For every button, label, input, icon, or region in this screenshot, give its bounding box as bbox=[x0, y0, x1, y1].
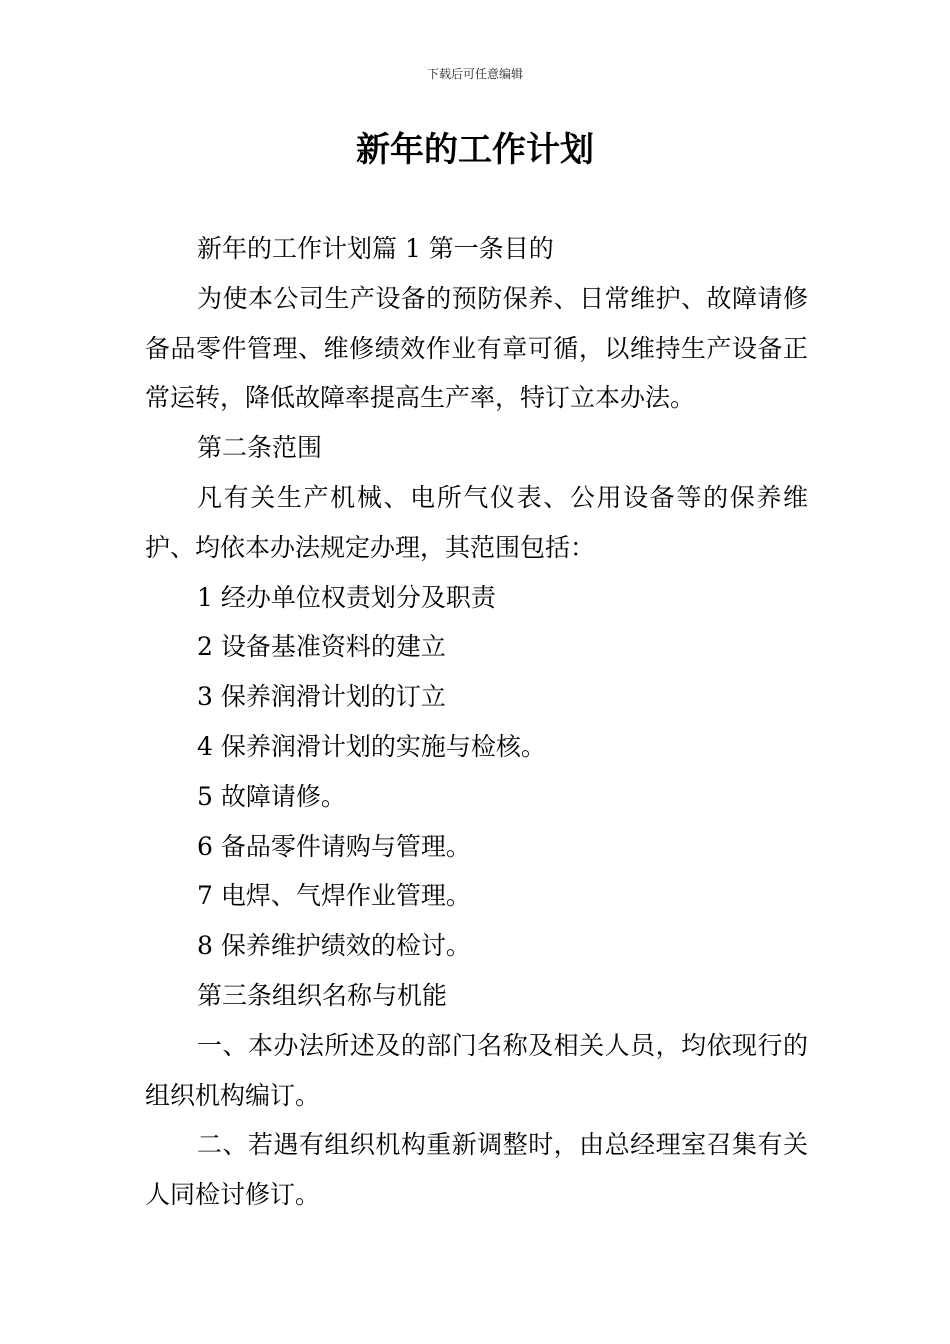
paragraph-scope: 凡有关生产机械、电所气仪表、公用设备等的保养维护、均依本办法规定办理，其范围包括： bbox=[145, 482, 808, 562]
paragraph-intro-heading: 新年的工作计划篇 1 第一条目的 bbox=[197, 234, 554, 263]
document-body bbox=[145, 224, 808, 1220]
paragraph-organization-1: 一、本办法所述及的部门名称及相关人员，均依现行的组织机构编订。 bbox=[145, 1030, 808, 1110]
header-note: 下载后可任意编辑 bbox=[426, 67, 523, 81]
list-item: 7 电焊、气焊作业管理。 bbox=[197, 881, 471, 911]
paragraph-purpose: 为使本公司生产设备的预防保养、日常维护、故障请修备品零件管理、维修绩效作业有章可循，以维持生产设备正常运转，降低故障率提高生产率，特订立本办法。 bbox=[145, 283, 808, 413]
paragraph-organization-heading: 第三条组织名称与机能 bbox=[197, 980, 448, 1010]
list-item: 5 故障请修。 bbox=[197, 781, 346, 811]
list-item: 3 保养润滑计划的订立 bbox=[197, 682, 446, 712]
paragraph-scope-heading: 第二条范围 bbox=[197, 433, 323, 463]
list-item: 4 保养润滑计划的实施与检核。 bbox=[197, 731, 546, 761]
list-item: 1 经办单位权责划分及职责 bbox=[197, 582, 496, 612]
list-item: 8 保养维护绩效的检讨。 bbox=[197, 931, 471, 961]
paragraph-organization-2: 二、若遇有组织机构重新调整时，由总经理室召集有关人同检讨修订。 bbox=[145, 1130, 808, 1210]
document-title: 新年的工作计划 bbox=[356, 130, 594, 170]
list-item: 2 设备基准资料的建立 bbox=[197, 632, 446, 662]
list-item: 6 备品零件请购与管理。 bbox=[197, 831, 471, 861]
